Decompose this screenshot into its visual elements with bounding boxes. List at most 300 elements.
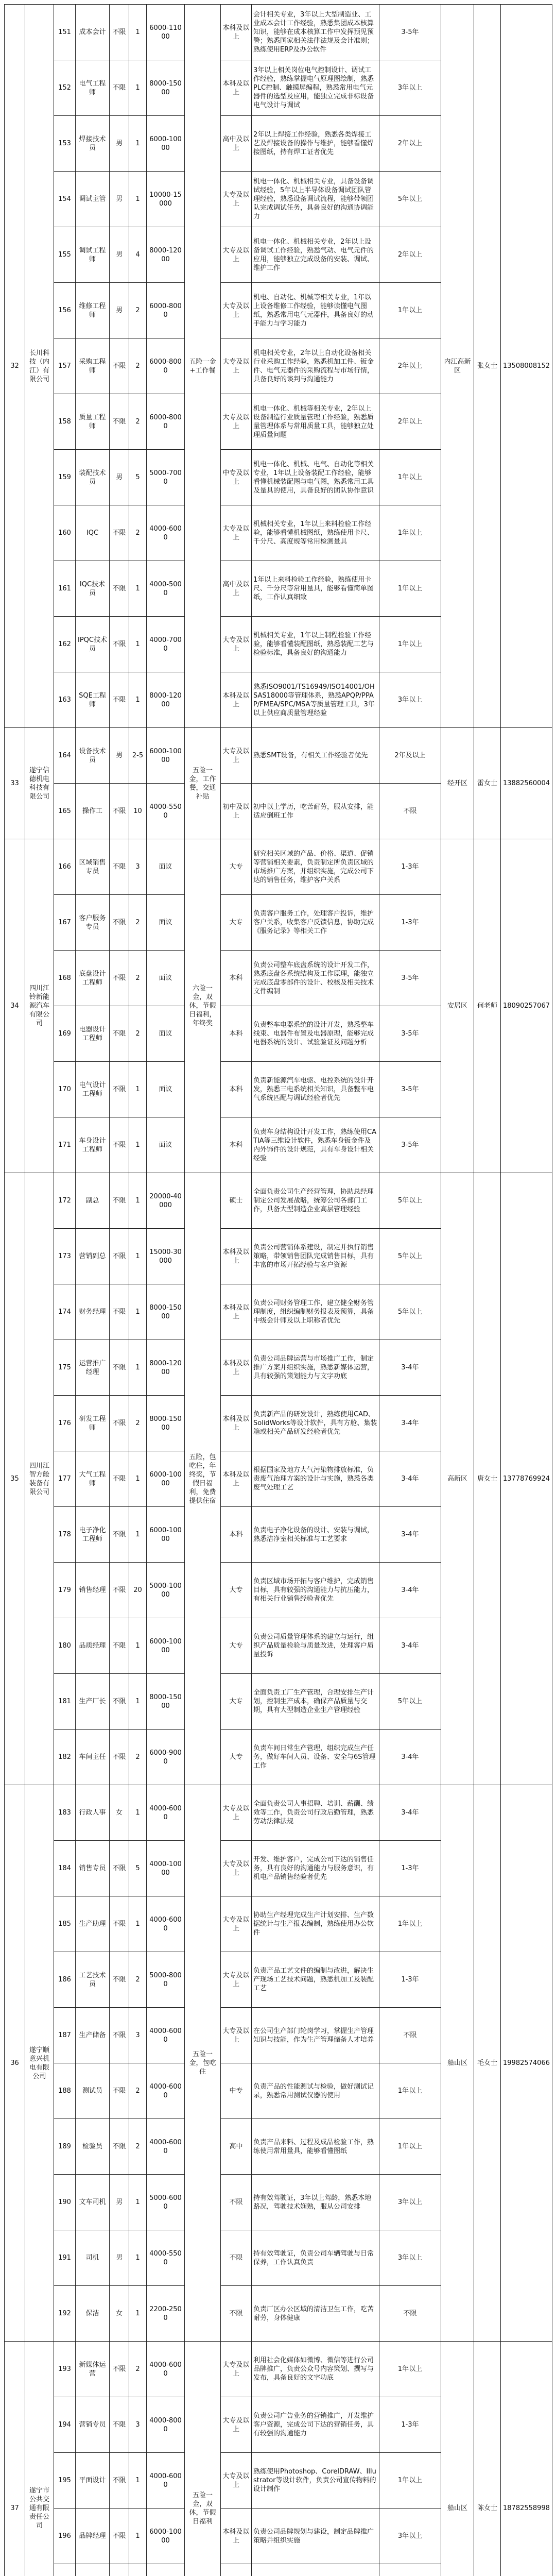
job-requirements: 协助生产经理完成生产计划安排、生产数据统计与生产报表编制，熟练使用办公软件 xyxy=(252,1896,379,1952)
job-education: 本科及以上 xyxy=(221,60,252,116)
job-experience: 1年以上 xyxy=(379,2063,441,2119)
job-experience: 3年以上 xyxy=(379,2175,441,2230)
job-experience xyxy=(379,2564,441,2576)
job-salary: 6000-10000 xyxy=(147,1618,185,1674)
job-requirements: 负责车间日常生产管理，组织完成生产任务，做好车间人员、设备、安全与6S管理工作 xyxy=(252,1730,379,1785)
job-gender: 不限 xyxy=(110,895,129,951)
job-seq: 165 xyxy=(54,784,76,839)
job-education: 大专 xyxy=(221,1563,252,1618)
job-salary: 5000-6000 xyxy=(147,2175,185,2230)
job-requirements: 1年以上来料检验工作经验，熟练使用卡尺、千分尺等常用量具，能够看懂简单图纸，工作认真细致 xyxy=(252,561,379,617)
job-requirements: 机电一体化、机械相关专业，具备设备调试经验，5年以上半导体设备调试团队管理经验，熟悉设备调试流程，能够带领团队完成调试任务，具备良好的沟通协调能力 xyxy=(252,172,379,227)
job-education: 初中及以上 xyxy=(221,784,252,839)
job-count: 1 xyxy=(129,172,147,227)
job-title: 装配技术员 xyxy=(76,450,110,505)
job-education: 大专及以上 xyxy=(221,1841,252,1896)
job-count: 2 xyxy=(129,1396,147,1451)
job-gender: 不限 xyxy=(110,1563,129,1618)
job-count: 1 xyxy=(129,617,147,672)
company-region: 船山区 xyxy=(441,1785,474,2342)
job-education: 大专及以上 xyxy=(221,338,252,394)
job-count: 1 xyxy=(129,1674,147,1730)
job-gender: 不限 xyxy=(110,617,129,672)
job-title: 焊接技术员 xyxy=(76,116,110,172)
job-requirements: 负责厂区办公区域的清洁卫生工作，吃苦耐劳，身体健康 xyxy=(252,2286,379,2342)
job-title: IPQC技术员 xyxy=(76,617,110,672)
job-seq: 173 xyxy=(54,1229,76,1284)
job-seq: 196 xyxy=(54,2509,76,2564)
job-requirements: 负责产品工艺文件的编制与改进，解决生产现场工艺技术问题，熟悉机加工及装配工艺 xyxy=(252,1952,379,2008)
job-count: 2 xyxy=(129,1952,147,2008)
job-gender: 不限 xyxy=(110,394,129,450)
job-seq: 189 xyxy=(54,2119,76,2175)
job-experience: 3-5年 xyxy=(379,5,441,60)
job-salary: 5000-10000 xyxy=(147,1563,185,1618)
job-gender: 不限 xyxy=(110,1229,129,1284)
job-gender: 不限 xyxy=(110,2008,129,2063)
company-name: 四川江铃新能源汽车有限公司 xyxy=(25,839,54,1173)
job-seq: 195 xyxy=(54,2453,76,2509)
job-experience: 3-4年 xyxy=(379,1785,441,1841)
job-title: 操作工 xyxy=(76,784,110,839)
job-seq: 192 xyxy=(54,2286,76,2342)
job-requirements: 负责公司营销体系建设，制定并执行销售策略，带领销售团队完成销售目标，具有丰富的市场开拓经验与客户资源 xyxy=(252,1229,379,1284)
job-salary: 6000-8000 xyxy=(147,283,185,338)
job-gender: 不限 xyxy=(110,839,129,895)
job-gender: 男 xyxy=(110,116,129,172)
job-requirements: 根据国家及地方大气污染物排放标准，负责废气治理方案的设计与实施，熟悉各类废气处理工艺 xyxy=(252,1451,379,1507)
job-experience: 1年以上 xyxy=(379,2342,441,2397)
job-gender xyxy=(110,2564,129,2576)
job-count: 1 xyxy=(129,5,147,60)
job-count: 2 xyxy=(129,1730,147,1785)
job-row xyxy=(5,5,552,60)
company-phone: 18782558998 xyxy=(501,2342,552,2576)
job-salary: 15000-30000 xyxy=(147,1229,185,1284)
job-requirements: 负责车身结构设计开发工作，熟练使用CATIA等三维设计软件，熟悉车身钣金件及内外饰件的设计规范，具有车身设计相关经验 xyxy=(252,1117,379,1173)
job-experience: 3-4年 xyxy=(379,1730,441,1785)
job-title: 销售经理 xyxy=(76,1563,110,1618)
job-education: 大专及以上 xyxy=(221,728,252,784)
job-requirements: 负责公司质量管理体系的建立与运行，组织产品质量检验与质量改进，处理客户质量投诉 xyxy=(252,1618,379,1674)
job-title: 运营推广经理 xyxy=(76,1340,110,1396)
job-count: 1 xyxy=(129,1062,147,1117)
job-count: 1 xyxy=(129,1229,147,1284)
job-salary: 5000-7000 xyxy=(147,450,185,505)
job-seq: 176 xyxy=(54,1396,76,1451)
job-count: 1 xyxy=(129,1117,147,1173)
job-title: 研发工程师 xyxy=(76,1396,110,1451)
job-experience: 1年以上 xyxy=(379,283,441,338)
job-gender: 不限 xyxy=(110,2119,129,2175)
job-salary: 6000-8000 xyxy=(147,338,185,394)
job-title: 生产助理 xyxy=(76,1896,110,1952)
job-count: 4 xyxy=(129,227,147,283)
job-requirements: 机电一体化、机械等相关专业，2年以上设备制造行业质量管理工作经验，熟悉质量管理体系与常用质量工具，能够独立处理质量问题 xyxy=(252,394,379,450)
job-count: 1 xyxy=(129,1507,147,1563)
job-count: 1 xyxy=(129,1173,147,1229)
job-title: 底盘设计工程师 xyxy=(76,951,110,1006)
job-requirements: 全面负责工厂生产管理，合理安排生产计划，控制生产成本，确保产品质量与交期，具有大型制造企业生产管理经验 xyxy=(252,1674,379,1730)
job-seq: 193 xyxy=(54,2342,76,2397)
company-phone: 19982574066 xyxy=(501,1785,552,2342)
job-title: 新媒体运营 xyxy=(76,2342,110,2397)
job-experience: 3年以上 xyxy=(379,2509,441,2564)
job-gender: 男 xyxy=(110,227,129,283)
job-requirements: 负责新产品的研发设计，熟练使用CAD、SolidWorks等设计软件，具有方舱、集装箱或相关产品研发经验者优先 xyxy=(252,1396,379,1451)
job-gender: 不限 xyxy=(110,5,129,60)
job-salary: 4000-8000 xyxy=(147,2397,185,2453)
job-seq: 187 xyxy=(54,2008,76,2063)
job-seq: 194 xyxy=(54,2397,76,2453)
job-count: 1 xyxy=(129,672,147,728)
job-salary: 4000-6000 xyxy=(147,1785,185,1841)
job-count: 1 xyxy=(129,116,147,172)
job-gender: 不限 xyxy=(110,1451,129,1507)
job-requirements: 负责整车电器系统的设计开发，熟悉整车线束、电器件布置及电器原理，能够完成电器系统的设计、试验验证及问题分析 xyxy=(252,1006,379,1062)
job-seq: 185 xyxy=(54,1896,76,1952)
job-salary: 8000-15000 xyxy=(147,60,185,116)
job-salary: 8000-15000 xyxy=(147,1396,185,1451)
job-education: 大专及以上 xyxy=(221,2008,252,2063)
job-seq: 188 xyxy=(54,2063,76,2119)
job-education: 大专及以上 xyxy=(221,1952,252,2008)
job-count: 5 xyxy=(129,1841,147,1896)
job-experience: 5年以上 xyxy=(379,1229,441,1284)
job-education: 高中及以上 xyxy=(221,561,252,617)
job-experience: 3-4年 xyxy=(379,1563,441,1618)
job-requirements: 机电一体化、机械相关专业，2年以上设备调试工作经验，熟悉气动、电气元件的应用，能够独立完成设备的安装、调试、维护工作 xyxy=(252,227,379,283)
job-requirements: 负责公司财务管理工作，建立健全财务管理制度，组织编制财务报表及预算，具备中级会计师及以上职称者优先 xyxy=(252,1284,379,1340)
job-gender: 男 xyxy=(110,2230,129,2286)
job-salary: 4000-7000 xyxy=(147,617,185,672)
job-count: 1 xyxy=(129,1284,147,1340)
job-education: 高中及以上 xyxy=(221,116,252,172)
job-seq: 191 xyxy=(54,2230,76,2286)
job-experience: 3-4年 xyxy=(379,1618,441,1674)
job-requirements: 负责公司品牌运营与市场推广工作，制定推广方案并组织实施，熟悉新媒体运营，具有较强的策划能力与文字功底 xyxy=(252,1340,379,1396)
job-gender: 不限 xyxy=(110,1173,129,1229)
job-seq: 181 xyxy=(54,1674,76,1730)
job-education: 大专及以上 xyxy=(221,2453,252,2509)
job-title: 销售专员 xyxy=(76,1841,110,1896)
job-count: 5 xyxy=(129,450,147,505)
job-experience: 不限 xyxy=(379,784,441,839)
job-seq: 164 xyxy=(54,728,76,784)
job-gender: 不限 xyxy=(110,1284,129,1340)
job-gender: 不限 xyxy=(110,672,129,728)
job-requirements: 2年以上焊接工作经验，熟悉各类焊接工艺及焊接设备的操作与维护，能够看懂焊接图纸，持有焊工证者优先 xyxy=(252,116,379,172)
job-seq: 161 xyxy=(54,561,76,617)
job-requirements: 机电一体化、机械、电气、自动化等相关专业，1年以上设备装配工作经验，能够看懂机械装配图与电气图，熟悉常用工具及量具的使用，具备良好的团队协作意识 xyxy=(252,450,379,505)
job-education: 大专 xyxy=(221,1674,252,1730)
job-seq: 179 xyxy=(54,1563,76,1618)
job-gender: 不限 xyxy=(110,1896,129,1952)
job-education: 大专及以上 xyxy=(221,227,252,283)
job-title: 电子净化工程师 xyxy=(76,1507,110,1563)
job-count: 1 xyxy=(129,1896,147,1952)
job-seq: 166 xyxy=(54,839,76,895)
job-salary: 面议 xyxy=(147,895,185,951)
job-experience: 1-3年 xyxy=(379,1841,441,1896)
job-education: 本科及以上 xyxy=(221,1451,252,1507)
job-salary: 6000-10000 xyxy=(147,1507,185,1563)
job-title: 质量工程师 xyxy=(76,394,110,450)
job-experience: 1-3年 xyxy=(379,1952,441,2008)
job-experience: 1-3年 xyxy=(379,2397,441,2453)
company-name: 遂宁顺意兴机电有限公司 xyxy=(25,1785,54,2342)
job-title: 工艺技术员 xyxy=(76,1952,110,2008)
job-seq: 156 xyxy=(54,283,76,338)
job-education: 大专及以上 xyxy=(221,617,252,672)
job-count: 1 xyxy=(129,1451,147,1507)
job-count: 2 xyxy=(129,283,147,338)
job-requirements: 负责区域市场开拓与客户维护，完成销售目标，具有较强的沟通能力与抗压能力，有相关行业销售经验者优先 xyxy=(252,1563,379,1618)
job-requirements: 负责公司广告业务的营销推广，开发维护客户资源，完成公司下达的营销任务，具有较强的沟通能力 xyxy=(252,2397,379,2453)
company-number: 35 xyxy=(5,1173,25,1785)
job-education: 大专及以上 xyxy=(221,1896,252,1952)
job-salary: 6000-8000 xyxy=(147,394,185,450)
job-experience: 3-4年 xyxy=(379,1451,441,1507)
company-region: 高新区 xyxy=(441,1173,474,1785)
job-count: 3 xyxy=(129,839,147,895)
job-gender: 不限 xyxy=(110,2342,129,2397)
job-experience: 3-5年 xyxy=(379,1062,441,1117)
company-benefits: 五险一金，工作餐，交通补贴 xyxy=(185,728,221,839)
job-title: 营销专员 xyxy=(76,2397,110,2453)
job-title: 采购工程师 xyxy=(76,338,110,394)
job-count: 2 xyxy=(129,2119,147,2175)
job-experience: 2年以上 xyxy=(379,394,441,450)
company-contact: 雷女士 xyxy=(474,728,501,839)
job-gender: 不限 xyxy=(110,2509,129,2564)
job-salary: 4000-6000 xyxy=(147,2119,185,2175)
job-education: 硕士 xyxy=(221,1173,252,1229)
job-experience: 5年以上 xyxy=(379,1173,441,1229)
job-experience: 5年以上 xyxy=(379,1284,441,1340)
job-title: 电气设计工程师 xyxy=(76,1062,110,1117)
job-education: 本科及以上 xyxy=(221,1396,252,1451)
job-title: 调试主管 xyxy=(76,172,110,227)
job-requirements: 机械相关专业，1年以上来料检验工作经验，能够看懂机械图纸，熟练使用卡尺、千分尺、高度规等常用检测量具 xyxy=(252,505,379,561)
job-salary: 4000-5000 xyxy=(147,561,185,617)
job-education: 不限 xyxy=(221,2286,252,2342)
job-title: 保洁 xyxy=(76,2286,110,2342)
job-title: 电气工程师 xyxy=(76,60,110,116)
job-title: 区域销售专员 xyxy=(76,839,110,895)
company-region: 内江高新区 xyxy=(441,5,474,728)
company-number: 32 xyxy=(5,5,25,728)
job-salary: 4000-6000 xyxy=(147,1896,185,1952)
company-name: 长川科技（内江）有限公司 xyxy=(25,5,54,728)
job-experience: 3-5年 xyxy=(379,951,441,1006)
job-experience: 3年以上 xyxy=(379,60,441,116)
job-row xyxy=(5,839,552,895)
job-requirements: 机械相关专业，1年以上制程检验工作经验，能够看懂装配图纸，熟悉装配工艺与检验标准，具备良好的沟通能力 xyxy=(252,617,379,672)
company-number: 33 xyxy=(5,728,25,839)
job-requirements: 利用社会化媒体如微博、微信等进行公司品牌推广，负责公众号内容策划、撰写与发布，具备良好的文字功底 xyxy=(252,2342,379,2397)
job-count: 1 xyxy=(129,2453,147,2509)
job-gender: 男 xyxy=(110,728,129,784)
company-region: 船山区 xyxy=(441,2342,474,2576)
job-count: 3 xyxy=(129,2008,147,2063)
job-seq: 162 xyxy=(54,617,76,672)
job-title: 测试员 xyxy=(76,2063,110,2119)
job-education: 本科及以上 xyxy=(221,1229,252,1284)
job-education: 不限 xyxy=(221,2230,252,2286)
job-gender: 不限 xyxy=(110,60,129,116)
job-salary: 20000-40000 xyxy=(147,1173,185,1229)
job-experience: 2年以上 xyxy=(379,227,441,283)
job-requirements: 负责公司品牌规划与建设，制定品牌推广策略并组织实施 xyxy=(252,2509,379,2564)
job-salary: 8000-12000 xyxy=(147,672,185,728)
job-gender: 不限 xyxy=(110,1952,129,2008)
job-education: 本科及以上 xyxy=(221,5,252,60)
job-requirements xyxy=(252,2564,379,2576)
job-count: 1 xyxy=(129,1618,147,1674)
job-salary: 4000-6000 xyxy=(147,2008,185,2063)
job-seq: 190 xyxy=(54,2175,76,2230)
job-requirements: 会计相关专业，3年以上大型制造业、工业成本会计工作经验，熟悉集团成本核算知识，能够在成本核算工作中发挥预见预警；熟悉国家相关法律法规及会计准则；熟练使用ERP及办公软件 xyxy=(252,5,379,60)
job-experience: 5年以上 xyxy=(379,1674,441,1730)
job-salary: 4000-5500 xyxy=(147,2230,185,2286)
job-salary: 10000-15000 xyxy=(147,172,185,227)
job-count: 10 xyxy=(129,784,147,839)
job-education: 本科 xyxy=(221,1507,252,1563)
job-seq: 178 xyxy=(54,1507,76,1563)
job-gender: 不限 xyxy=(110,784,129,839)
job-title: 车间主任 xyxy=(76,1730,110,1785)
job-education: 大专及以上 xyxy=(221,2397,252,2453)
job-education: 大专 xyxy=(221,1730,252,1785)
job-salary: 4000-6000 xyxy=(147,2342,185,2397)
job-requirements: 3年以上相关岗位电气控制设计、调试工作经验，熟练掌握电气原理图绘制，熟悉PLC控制、触摸屏编程，熟悉常用电气元器件的选型及应用，能独立完成非标设备电气设计与调试 xyxy=(252,60,379,116)
job-experience: 1年以上 xyxy=(379,617,441,672)
job-experience: 1年以上 xyxy=(379,2119,441,2175)
job-salary: 面议 xyxy=(147,1006,185,1062)
job-row xyxy=(5,2342,552,2397)
company-region: 安居区 xyxy=(441,839,474,1173)
job-experience: 1-3年 xyxy=(379,895,441,951)
job-gender: 不限 xyxy=(110,2063,129,2119)
job-requirements: 熟悉ISO9001/TS16949/ISO14001/OHSAS18000等管理体系，熟悉APQP/PPAP/FMEA/SPC/MSA等质量管理工具，3年以上供应商质量管理经验 xyxy=(252,672,379,728)
job-seq: 171 xyxy=(54,1117,76,1173)
job-count: 2 xyxy=(129,338,147,394)
job-salary: 8000-15000 xyxy=(147,1674,185,1730)
company-number: 34 xyxy=(5,839,25,1173)
job-count: 1 xyxy=(129,1340,147,1396)
job-title: 客户服务专员 xyxy=(76,895,110,951)
job-salary: 6000-10000 xyxy=(147,1451,185,1507)
job-title: IQC技术员 xyxy=(76,561,110,617)
company-name: 四川江智方舱装备有限公司 xyxy=(25,1173,54,1785)
job-title: 车身设计工程师 xyxy=(76,1117,110,1173)
job-experience: 1-3年 xyxy=(379,839,441,895)
job-education: 本科 xyxy=(221,1062,252,1117)
company-name: 遂宁信德机电科技有限公司 xyxy=(25,728,54,839)
job-education: 本科及以上 xyxy=(221,2509,252,2564)
job-seq: 154 xyxy=(54,172,76,227)
company-benefits: 五险一金，双休，节假日福利 xyxy=(185,2342,221,2576)
job-count xyxy=(129,2564,147,2576)
job-requirements: 负责电子净化设备的设计、安装与调试，熟悉洁净室相关标准与工艺要求 xyxy=(252,1507,379,1563)
job-requirements: 负责公司整车底盘系统的设计开发工作，熟悉底盘各系统结构及工作原理，能独立完成底盘零部件的设计、校核及相关技术文件编制 xyxy=(252,951,379,1006)
job-title: IQC xyxy=(76,505,110,561)
job-experience: 5年以上 xyxy=(379,172,441,227)
job-count: 2 xyxy=(129,1006,147,1062)
company-contact: 陈女士 xyxy=(474,2342,501,2576)
job-experience: 1年以上 xyxy=(379,2453,441,2509)
company-benefits: 五险一金，包吃住 xyxy=(185,1785,221,2342)
company-benefits: 五险一金+工作餐 xyxy=(185,5,221,728)
job-experience: 2年及以上 xyxy=(379,728,441,784)
company-phone: 13778769924 xyxy=(501,1173,552,1785)
job-title: 生产储备 xyxy=(76,2008,110,2063)
job-salary: 6000-10000 xyxy=(147,2509,185,2564)
job-seq: 172 xyxy=(54,1173,76,1229)
job-requirements: 持有效驾驶证，3年以上驾龄，熟悉本地路况，驾驶技术娴熟，服从公司安排 xyxy=(252,2175,379,2230)
job-seq: 160 xyxy=(54,505,76,561)
job-title: 司机 xyxy=(76,2230,110,2286)
job-seq: 174 xyxy=(54,1284,76,1340)
company-number: 36 xyxy=(5,1785,25,2342)
job-seq: 177 xyxy=(54,1451,76,1507)
job-salary: 4000-6000 xyxy=(147,505,185,561)
job-seq: 163 xyxy=(54,672,76,728)
job-gender: 不限 xyxy=(110,2453,129,2509)
job-education: 大专 xyxy=(221,1618,252,1674)
job-experience: 1年以上 xyxy=(379,561,441,617)
job-seq: 184 xyxy=(54,1841,76,1896)
job-gender: 不限 xyxy=(110,2397,129,2453)
job-salary: 4000-5500 xyxy=(147,784,185,839)
job-gender: 不限 xyxy=(110,505,129,561)
job-requirements: 在公司生产部门轮岗学习，掌握生产管理知识与技能，作为生产管理储备人才培养 xyxy=(252,2008,379,2063)
job-seq: 168 xyxy=(54,951,76,1006)
job-row xyxy=(5,728,552,784)
job-title: 副总 xyxy=(76,1173,110,1229)
job-gender: 不限 xyxy=(110,1006,129,1062)
job-gender: 女 xyxy=(110,1785,129,1841)
job-gender: 不限 xyxy=(110,951,129,1006)
job-requirements: 熟练使用Photoshop、CorelDRAW、Illustrator等设计软件，负责公司宣传物料的设计制作 xyxy=(252,2453,379,2509)
job-title: 文车司机 xyxy=(76,2175,110,2230)
job-listing-table xyxy=(4,4,552,2576)
job-salary: 面议 xyxy=(147,1117,185,1173)
job-salary: 6000-11000 xyxy=(147,5,185,60)
job-experience: 1年以上 xyxy=(379,505,441,561)
job-requirements: 持有效驾驶证，负责公司车辆驾驶与日常保养，工作认真负责 xyxy=(252,2230,379,2286)
job-count: 3 xyxy=(129,2397,147,2453)
job-count: 1 xyxy=(129,2230,147,2286)
company-region: 经开区 xyxy=(441,728,474,839)
job-gender: 男 xyxy=(110,172,129,227)
job-seq xyxy=(54,2564,76,2576)
job-requirements: 负责新能源汽车电驱、电控系统的设计开发，熟悉三电系统相关知识，具备整车电气系统匹配与调试经验者优先 xyxy=(252,1062,379,1117)
job-gender: 不限 xyxy=(110,1507,129,1563)
job-education: 高中 xyxy=(221,2119,252,2175)
job-seq: 175 xyxy=(54,1340,76,1396)
job-gender: 不限 xyxy=(110,1730,129,1785)
job-education: 本科及以上 xyxy=(221,1340,252,1396)
job-count: 2 xyxy=(129,505,147,561)
company-benefits: 六险一金，双休，节假日福利，年终奖 xyxy=(185,839,221,1173)
job-title: 维修工程师 xyxy=(76,283,110,338)
job-education: 大专及以上 xyxy=(221,2342,252,2397)
job-salary: 面议 xyxy=(147,951,185,1006)
job-title: 行政人事 xyxy=(76,1785,110,1841)
job-education: 大专及以上 xyxy=(221,394,252,450)
